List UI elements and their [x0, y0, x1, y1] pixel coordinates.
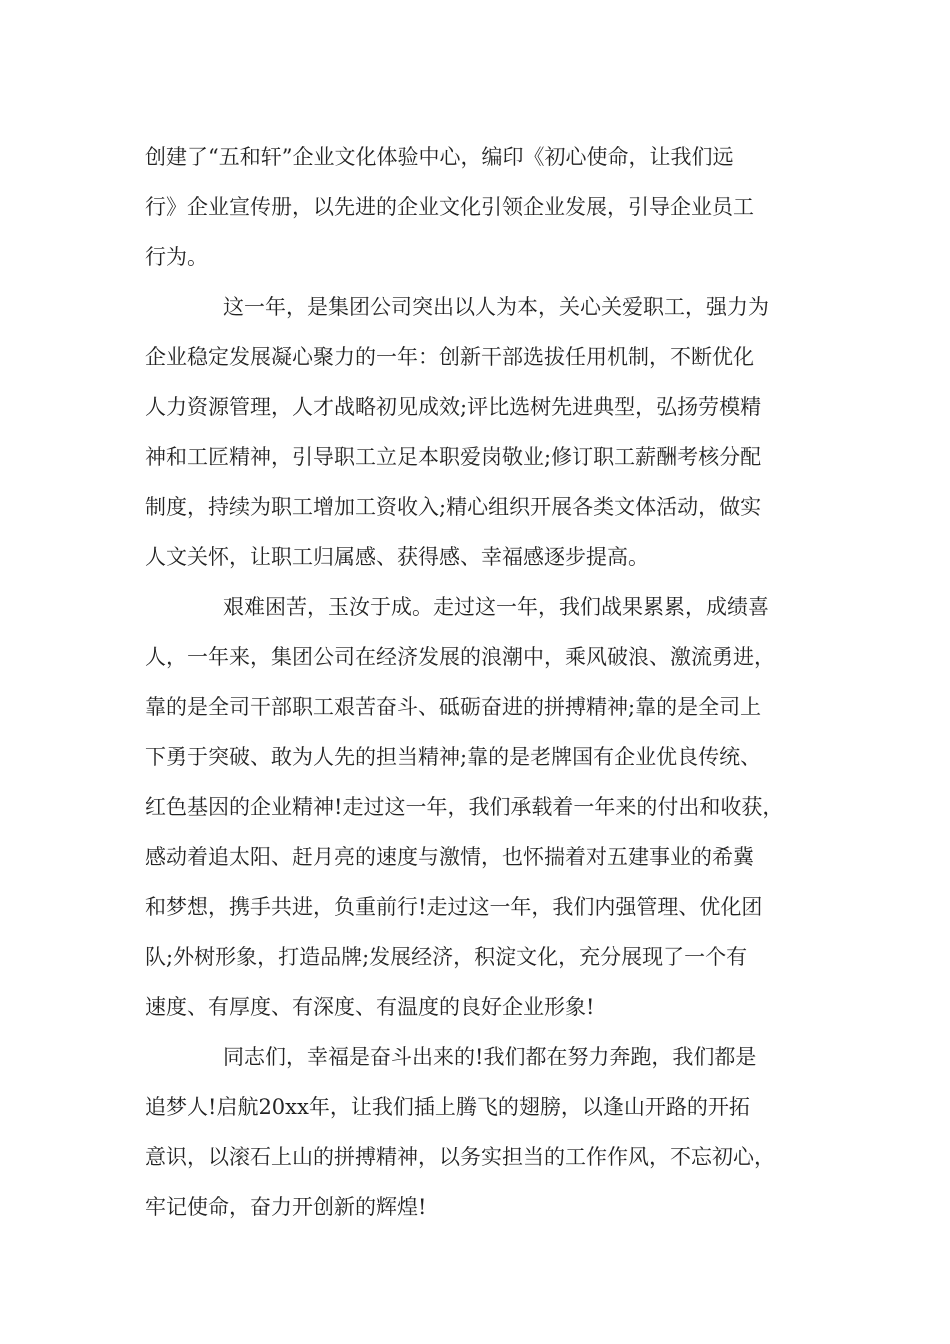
paragraph-first-line: 同志们，幸福是奋斗出来的!我们都在努力奔跑，我们都是 [223, 1045, 757, 1069]
text-line: 牢记使命，奋力开创新的辉煌! [145, 1195, 427, 1219]
paragraph-first-line: 艰难困苦，玉汝于成。走过这一年，我们战果累累，成绩喜 [223, 595, 769, 619]
text-line: 下勇于突破、敢为人先的担当精神;靠的是老牌国有企业优良传统、 [145, 745, 762, 769]
text-line: 行》企业宣传册，以先进的企业文化引领企业发展，引导企业员工 [145, 195, 754, 219]
text-line: 企业稳定发展凝心聚力的一年：创新干部选拔任用机制，不断优化 [145, 345, 754, 369]
text-line: 速度、有厚度、有深度、有温度的良好企业形象! [145, 995, 595, 1019]
text-line: 意识，以滚石上山的拼搏精神，以务实担当的工作作风，不忘初心， [145, 1145, 775, 1169]
text-line: 人文关怀，让职工归属感、获得感、幸福感逐步提高。 [145, 545, 649, 569]
text-line: 追梦人!启航20xx年，让我们插上腾飞的翅膀，以逢山开路的开拓 [145, 1095, 750, 1119]
text-line: 靠的是全司干部职工艰苦奋斗、砥砺奋进的拼搏精神;靠的是全司上 [145, 695, 762, 719]
text-line: 和梦想，携手共进，负重前行!走过这一年，我们内强管理、优化团 [145, 895, 763, 919]
text-line: 队;外树形象，打造品牌;发展经济，积淀文化，充分展现了一个有 [145, 945, 748, 969]
text-line: 行为。 [145, 245, 208, 269]
paragraph-first-line: 这一年，是集团公司突出以人为本，关心关爱职工，强力为 [223, 295, 769, 319]
text-line: 人，一年来，集团公司在经济发展的浪潮中，乘风破浪、激流勇进， [145, 645, 775, 669]
text-line: 制度，持续为职工增加工资收入;精心组织开展各类文体活动，做实 [145, 495, 762, 519]
text-line: 创建了“五和轩”企业文化体验中心，编印《初心使命，让我们远 [145, 145, 734, 169]
text-line: 人力资源管理，人才战略初见成效;评比选树先进典型，弘扬劳模精 [145, 395, 762, 419]
text-line: 神和工匠精神，引导职工立足本职爱岗敬业;修订职工薪酬考核分配 [145, 445, 762, 469]
document-body [145, 132, 815, 1232]
text-line: 红色基因的企业精神!走过这一年，我们承载着一年来的付出和收获， [145, 795, 784, 819]
text-line: 感动着追太阳、赶月亮的速度与激情，也怀揣着对五建事业的希冀 [145, 845, 754, 869]
